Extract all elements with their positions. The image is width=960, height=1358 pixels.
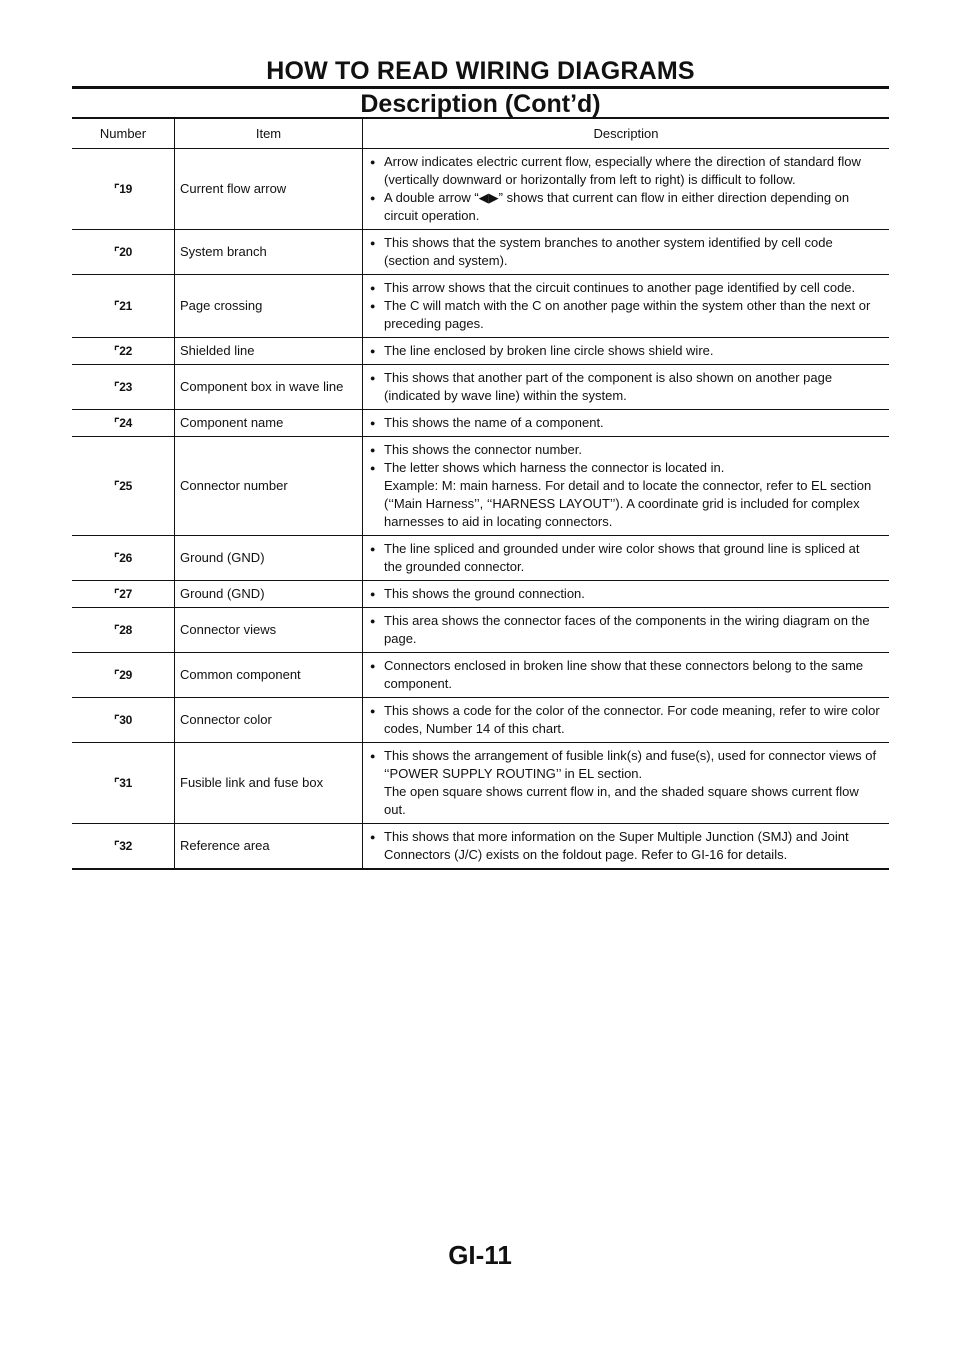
number-badge (114, 711, 132, 729)
description-bullet: ● This shows the name of a component. (370, 414, 881, 432)
row-description (363, 410, 890, 437)
row-number: 30 (119, 713, 133, 727)
column-header-number: Number (72, 118, 175, 149)
description-table (72, 117, 889, 870)
row-item: Ground (GND) (175, 581, 363, 608)
row-item: Page crossing (175, 275, 363, 338)
table-row (72, 581, 889, 608)
callout-bracket-icon: ⌜ (113, 182, 120, 196)
row-description (363, 653, 890, 698)
number-badge (114, 378, 132, 396)
table-row (72, 824, 889, 870)
table-row (72, 653, 889, 698)
number-badge (114, 243, 132, 261)
number-badge (114, 585, 132, 603)
table-row (72, 230, 889, 275)
row-description (363, 275, 890, 338)
callout-bracket-icon: ⌜ (113, 839, 120, 853)
row-description (363, 581, 890, 608)
row-number: 19 (119, 182, 133, 196)
row-number: 23 (119, 380, 133, 394)
row-description (363, 743, 890, 824)
row-number: 32 (119, 839, 133, 853)
number-badge (114, 774, 132, 792)
description-bullet: ● This shows that another part of the component is also shown on another page (indicated by wave line) within the system. (370, 369, 881, 405)
table-row (72, 608, 889, 653)
description-bullet: ● The line spliced and grounded under wire color shows that ground line is spliced at the grounded connector. (370, 540, 881, 576)
number-badge (114, 414, 132, 432)
table-row (72, 410, 889, 437)
row-number-cell (72, 743, 175, 824)
number-badge (114, 297, 132, 315)
number-badge (114, 549, 132, 567)
description-bullet: ● This area shows the connector faces of the components in the wiring diagram on the page. (370, 612, 881, 648)
row-description (363, 824, 890, 870)
number-badge (114, 477, 132, 495)
description-bullet: ● This shows a code for the color of the connector. For code meaning, refer to wire color codes, Number 14 of this chart. (370, 702, 881, 738)
description-bullet: ● This shows the arrangement of fusible link(s) and fuse(s), used for connector views of ‘‘POWER SUPPLY ROUTING’’ in EL section. (370, 747, 881, 783)
number-badge (114, 342, 132, 360)
row-number: 21 (119, 299, 133, 313)
row-number-cell (72, 230, 175, 275)
table-row (72, 698, 889, 743)
row-number-cell (72, 824, 175, 870)
table-row (72, 275, 889, 338)
callout-bracket-icon: ⌜ (113, 587, 120, 601)
page-header (72, 56, 889, 119)
row-number: 29 (119, 668, 133, 682)
row-item: Component box in wave line (175, 365, 363, 410)
description-bullet: ● This shows that more information on the Super Multiple Junction (SMJ) and Joint Connectors (J/C) exists on the foldout page. Refer to GI-16 for details. (370, 828, 881, 864)
row-description (363, 698, 890, 743)
row-number-cell (72, 581, 175, 608)
row-number-cell (72, 653, 175, 698)
callout-bracket-icon: ⌜ (113, 245, 120, 259)
description-bullet: ● This shows the connector number. (370, 441, 881, 459)
row-number-cell (72, 608, 175, 653)
description-bullet: ● Connectors enclosed in broken line show that these connectors belong to the same component. (370, 657, 881, 693)
row-number: 22 (119, 344, 133, 358)
row-number: 31 (119, 776, 133, 790)
row-number-cell (72, 338, 175, 365)
row-item: Common component (175, 653, 363, 698)
table-row (72, 743, 889, 824)
row-item: Component name (175, 410, 363, 437)
number-badge (114, 180, 132, 198)
row-description (363, 338, 890, 365)
description-bullet: ● This shows that the system branches to another system identified by cell code (section and system). (370, 234, 881, 270)
callout-bracket-icon: ⌜ (113, 299, 120, 313)
row-number: 26 (119, 551, 133, 565)
row-number-cell (72, 275, 175, 338)
description-bullet: ● Arrow indicates electric current flow, especially where the direction of standard flow (vertically downward or horizontally from left to right) is difficult to follow. (370, 153, 881, 189)
description-note: Example: M: main harness. For detail and to locate the connector, refer to EL section (‘‘Main Harness’’, ‘‘HARNESS LAYOUT’’). A coordinate grid is included for complex harnesses to aid in locating connectors. (384, 478, 872, 529)
callout-bracket-icon: ⌜ (113, 479, 120, 493)
number-badge (114, 837, 132, 855)
row-number-cell (72, 698, 175, 743)
row-item: Shielded line (175, 338, 363, 365)
page-number: GI-11 (448, 1240, 512, 1270)
description-bullet: ● The C will match with the C on another page within the system other than the next or preceding pages. (370, 297, 881, 333)
row-item: Fusible link and fuse box (175, 743, 363, 824)
row-item: Connector number (175, 437, 363, 536)
number-badge (114, 621, 132, 639)
row-number: 24 (119, 416, 133, 430)
description-bullet: ● The letter shows which harness the connector is located in. (370, 459, 881, 477)
row-item: Current flow arrow (175, 149, 363, 230)
callout-bracket-icon: ⌜ (113, 344, 120, 358)
table-row (72, 437, 889, 536)
callout-bracket-icon: ⌜ (113, 380, 120, 394)
row-item: Connector views (175, 608, 363, 653)
row-description (363, 608, 890, 653)
row-item: Connector color (175, 698, 363, 743)
row-description (363, 230, 890, 275)
table-row (72, 149, 889, 230)
table-row (72, 365, 889, 410)
description-bullet: ● This arrow shows that the circuit continues to another page identified by cell code. (370, 279, 881, 297)
description-table-container (72, 117, 889, 870)
row-number: 27 (119, 587, 133, 601)
row-number-cell (72, 437, 175, 536)
column-header-description: Description (363, 118, 890, 149)
row-description (363, 149, 890, 230)
row-number: 20 (119, 245, 133, 259)
row-number-cell (72, 365, 175, 410)
row-item: System branch (175, 230, 363, 275)
description-note: The open square shows current flow in, and the shaded square shows current flow out. (384, 784, 859, 817)
description-bullet: ● The line enclosed by broken line circle shows shield wire. (370, 342, 881, 360)
callout-bracket-icon: ⌜ (113, 551, 120, 565)
row-number: 25 (119, 479, 133, 493)
callout-bracket-icon: ⌜ (113, 668, 120, 682)
table-row (72, 338, 889, 365)
callout-bracket-icon: ⌜ (113, 776, 120, 790)
callout-bracket-icon: ⌜ (113, 623, 120, 637)
callout-bracket-icon: ⌜ (113, 416, 120, 430)
page-title: HOW TO READ WIRING DIAGRAMS (266, 57, 695, 85)
description-bullet: ● This shows the ground connection. (370, 585, 881, 603)
row-item: Ground (GND) (175, 536, 363, 581)
callout-bracket-icon: ⌜ (113, 713, 120, 727)
column-header-item: Item (175, 118, 363, 149)
row-number-cell (72, 410, 175, 437)
page-subtitle: Description (Cont’d) (360, 90, 601, 118)
row-number: 28 (119, 623, 133, 637)
row-number-cell (72, 149, 175, 230)
row-description (363, 365, 890, 410)
row-description (363, 536, 890, 581)
row-item: Reference area (175, 824, 363, 870)
table-body (72, 149, 889, 870)
table-header-row (72, 118, 889, 149)
number-badge (114, 666, 132, 684)
row-number-cell (72, 536, 175, 581)
row-description (363, 437, 890, 536)
table-row (72, 536, 889, 581)
description-bullet: ● A double arrow “◀▶” shows that current can flow in either direction depending on circuit operation. (370, 189, 881, 225)
